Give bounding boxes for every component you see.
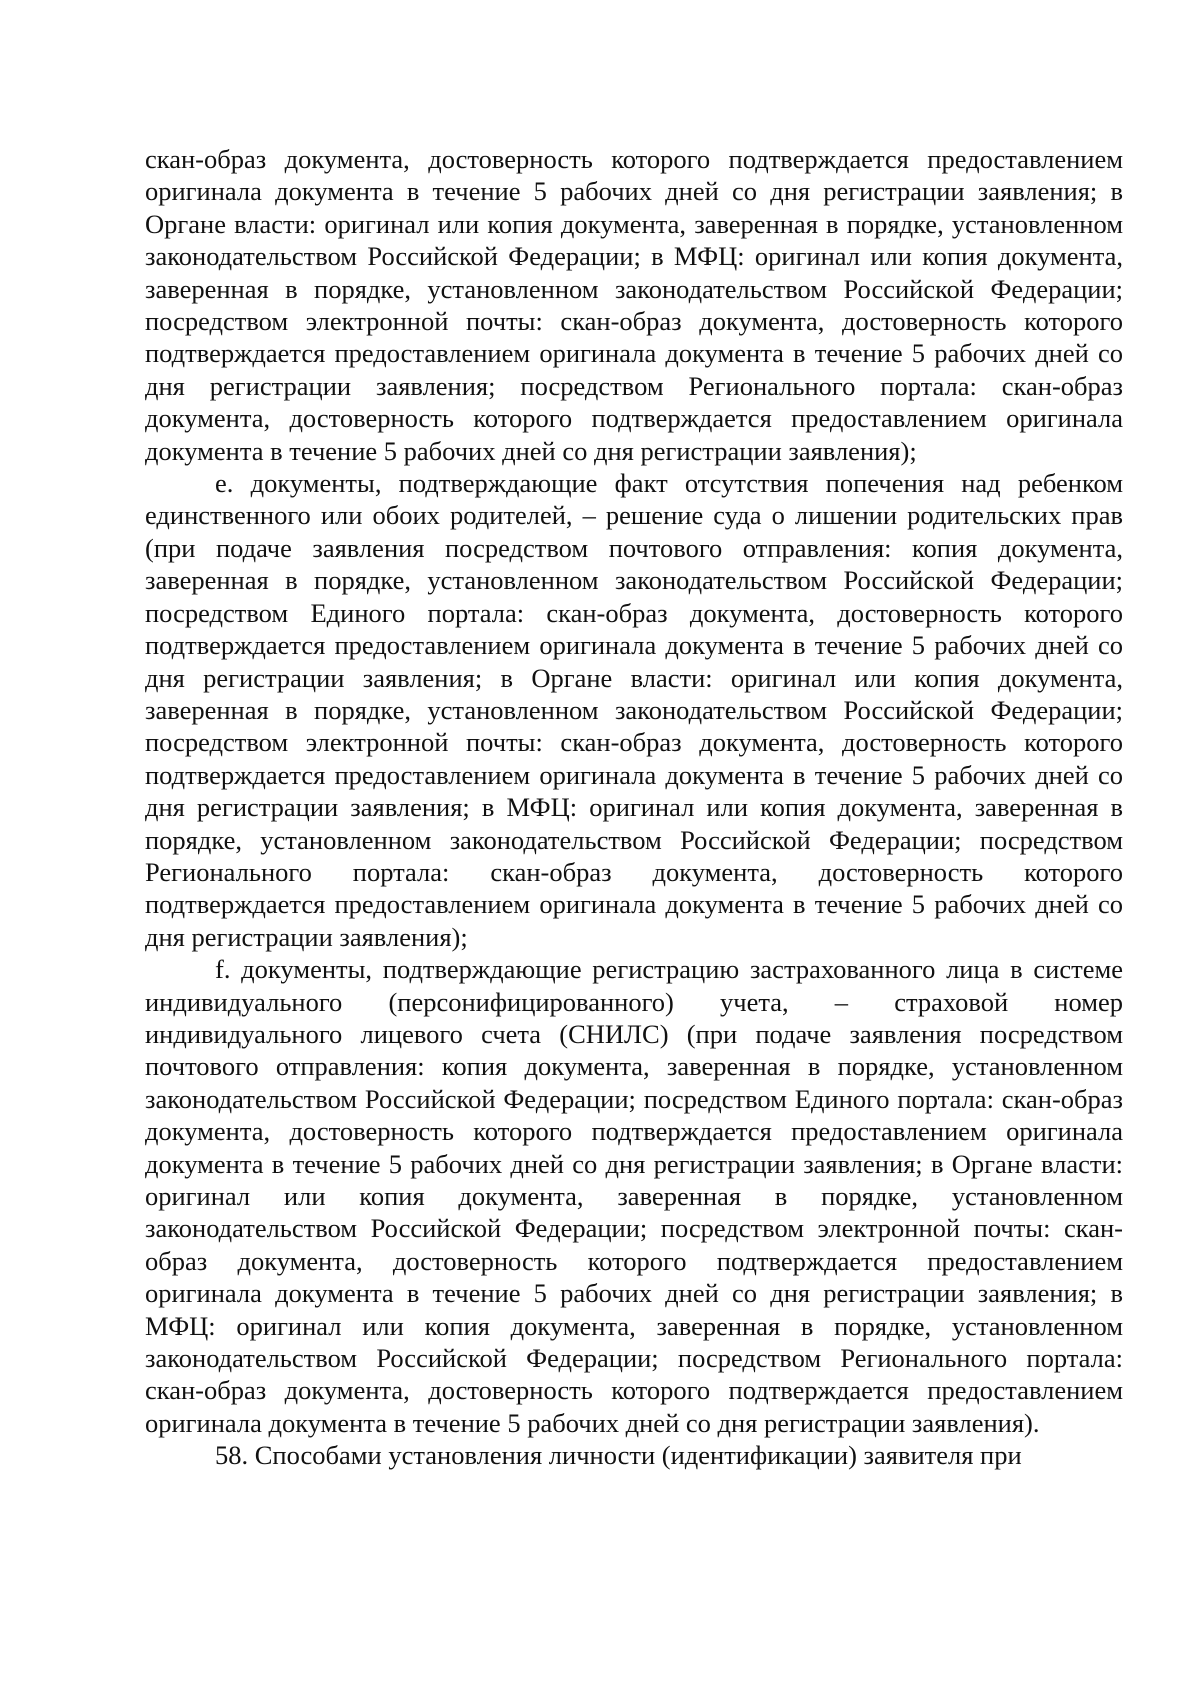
paragraph-item-f: f. документы, подтверждающие регистрацию застрахованного лица в системе индивидуального (персонифицированного) учета, – страховой номер индивидуального лицевого счета (СНИЛС) (при подаче заявления посредством почтового отправления: копия документа, заверенная в порядке, установленном законодательством Российской Федерации; посредством Единого портала: скан-образ документа, достоверность которого подтверждается предоставлением оригинала документа в течение 5 рабочих дней со дня регистрации заявления; в Органе власти: оригинал или копия документа, заверенная в порядке, установленном законодательством Российской Федерации; посредством электронной почты: скан-образ документа, достоверность которого подтверждается предоставлением оригинала документа в течение 5 рабочих дней со дня регистрации заявления; в МФЦ: оригинал или копия документа, заверенная в порядке, установленном законодательством Российской Федерации; посредством Регионального портала: скан-образ документа, достоверность которого подтверждается предоставлением оригинала документа в течение 5 рабочих дней со дня регистрации заявления). [145,954,1123,1438]
document-page [145,143,1123,1472]
paragraph-continuation: скан-образ документа, достоверность которого подтверждается предоставлением оригинала документа в течение 5 рабочих дней со дня регистрации заявления; в Органе власти: оригинал или копия документа, заверенная в порядке, установленном законодательством Российской Федерации; в МФЦ: оригинал или копия документа, заверенная в порядке, установленном законодательством Российской Федерации; посредством электронной почты: скан-образ документа, достоверность которого подтверждается предоставлением оригинала документа в течение 5 рабочих дней со дня регистрации заявления; посредством Регионального портала: скан-образ документа, достоверность которого подтверждается предоставлением оригинала документа в течение 5 рабочих дней со дня регистрации заявления); [145,144,1123,466]
paragraph-item-58: 58. Способами установления личности (идентификации) заявителя при [215,1440,1022,1471]
paragraph-item-e: e. документы, подтверждающие факт отсутствия попечения над ребенком единственного или обоих родителей, – решение суда о лишении родительских прав (при подаче заявления посредством почтового отправления: копия документа, заверенная в порядке, установленном законодательством Российской Федерации; посредством Единого портала: скан-образ документа, достоверность которого подтверждается предоставлением оригинала документа в течение 5 рабочих дней со дня регистрации заявления; в Органе власти: оригинал или копия документа, заверенная в порядке, установленном законодательством Российской Федерации; посредством электронной почты: скан-образ документа, достоверность которого подтверждается предоставлением оригинала документа в течение 5 рабочих дней со дня регистрации заявления; в МФЦ: оригинал или копия документа, заверенная в порядке, установленном законодательством Российской Федерации; посредством Регионального портала: скан-образ документа, достоверность которого подтверждается предоставлением оригинала документа в течение 5 рабочих дней со дня регистрации заявления); [145,468,1123,952]
